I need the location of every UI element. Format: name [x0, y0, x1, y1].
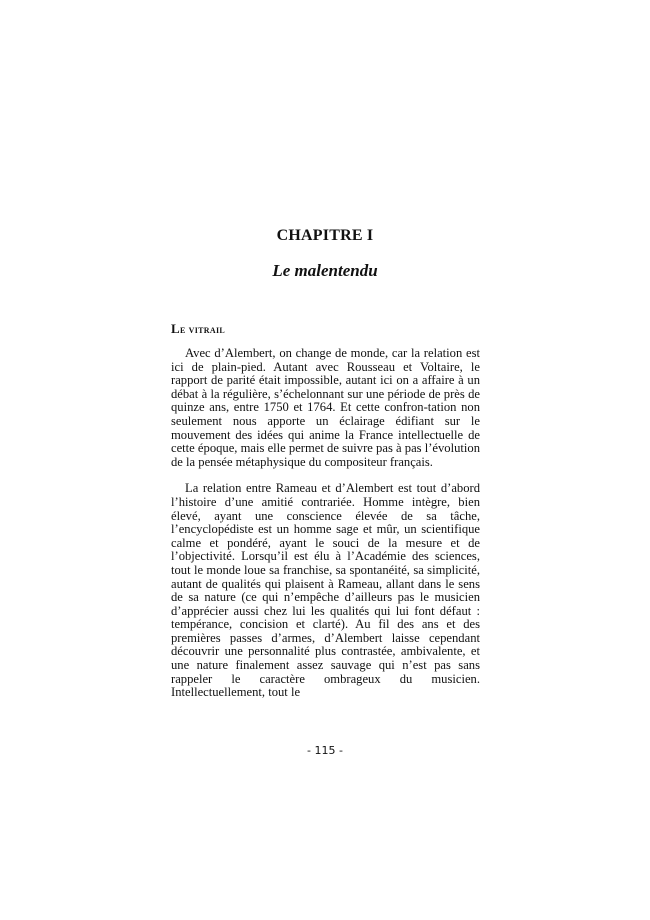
- paragraph: Avec d’Alembert, on change de monde, car la relation est ici de plain-pied. Autant avec Rousseau et Voltaire, le rapport de parité était impossible, autant ici on a affaire à un débat à la régulière, s’échelonnant sur une période de près de quinze ans, entre 1750 et 1764. Et cette confron-tation non seulement nous apporte un éclairage édifiant sur le mouvement des idées qui anime la France intellectuelle de cette époque, mais elle permet de suivre pas à pas l’évolution de la pensée métaphysique du compositeur français.: [171, 346, 480, 469]
- chapter-number: CHAPITRE I: [276, 227, 374, 244]
- chapter-title: Le malentendu: [272, 261, 378, 280]
- page-number: - 115 -: [307, 744, 343, 757]
- paragraph: La relation entre Rameau et d’Alembert est tout d’abord l’histoire d’une amitié contrariée. Homme intègre, bien élevé, ayant une conscience élevée de sa tâche, l’encyclopédiste est un homme sage et mûr, un scientifique calme et pondéré, ayant le souci de la mesure et de l’objectivité. Lorsqu’il est élu à l’Académie des sciences, tout le monde loue sa franchise, sa spontanéité, sa simplicité, autant de qualités qui plaisent à Rameau, allant dans le sens de sa nature (ce qui n’empêche d’ailleurs pas le musicien d’apprécier aussi chez lui les qualités qui lui font défaut : tempérance, concision et clarté). Au fil des ans et des premières passes d’armes, d’Alembert laisse cependant découvrir une personnalité plus contrastée, ambivalente, et une nature finalement assez sauvage qui n’est pas sans rappeler le caractère ombrageux du musicien. Intellectuellement, tout le: [171, 481, 480, 700]
- section-title: Le vitrail: [171, 321, 226, 336]
- body-text: [171, 347, 480, 700]
